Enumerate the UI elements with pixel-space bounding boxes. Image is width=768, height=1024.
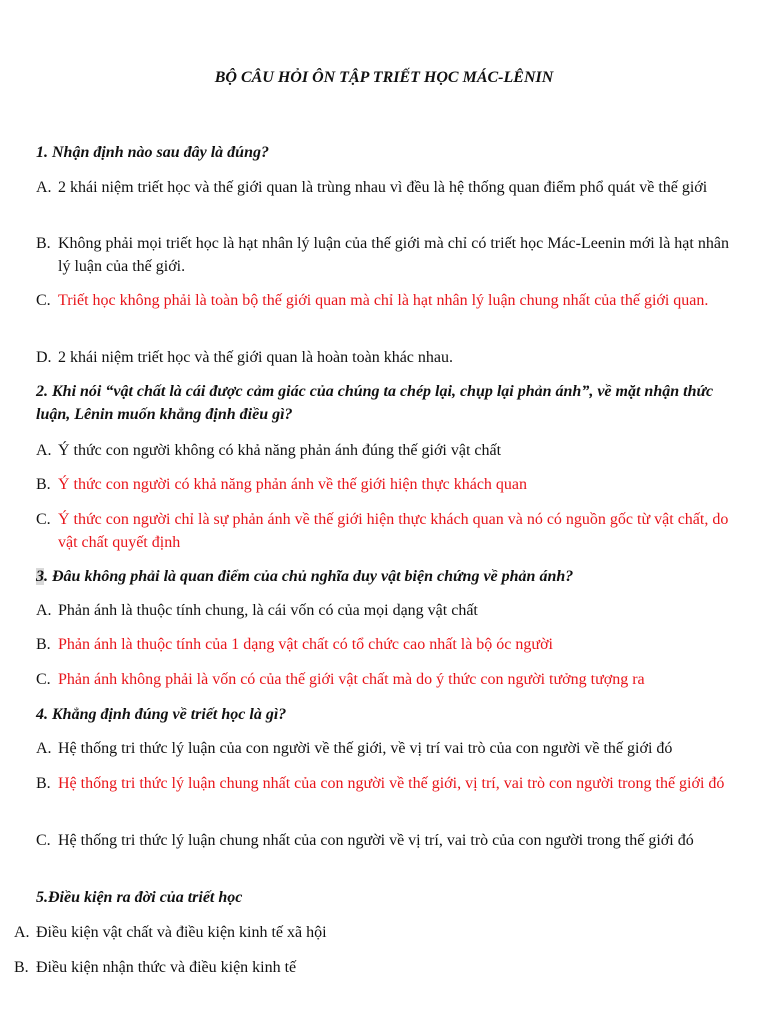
question-2-option-b-correct [36, 473, 736, 496]
option-letter: A. [36, 740, 52, 757]
question-3 [36, 565, 736, 588]
question-1-option-d [36, 346, 736, 369]
option-letter: B. [36, 775, 51, 792]
question-number-highlight: 3 [36, 568, 44, 585]
option-text: Ý thức con người không có khả năng phản ánh đúng thế giới vật chất [58, 442, 502, 459]
question-4: 4. Khẳng định đúng về triết học là gì? [36, 706, 287, 723]
option-text: Phản ánh không phải là vốn có của thế giới vật chất mà do ý thức con người tưởng tượng ra [58, 671, 645, 688]
option-text: 2 khái niệm triết học và thế giới quan là trùng nhau vì đều là hệ thống quan điểm phổ quát về thế giới [58, 179, 708, 196]
question-3-option-a [36, 599, 736, 622]
question-5-option-b [14, 956, 734, 979]
question-3-label: . Đâu không phải là quan điểm của chủ nghĩa duy vật biện chứng về phản ánh? [44, 568, 574, 585]
option-text: Hệ thống tri thức lý luận chung nhất của con người về vị trí, vai trò của con người trong thế giới đó [58, 832, 694, 849]
option-letter: A. [14, 924, 30, 941]
question-2-option-a [36, 439, 736, 462]
option-letter: A. [36, 179, 52, 196]
option-text: Ý thức con người chỉ là sự phản ánh về thế giới hiện thực khách quan và nó có nguồn gốc từ vật chất, do vật chất quyết định [58, 511, 729, 551]
option-letter: C. [36, 671, 51, 688]
question-1-option-b [36, 232, 736, 278]
option-text: Không phải mọi triết học là hạt nhân lý luận của thế giới mà chỉ có triết học Mác-Leenin mới là hạt nhân lý luận của thế giới. [58, 235, 729, 275]
option-letter: C. [36, 511, 51, 528]
option-letter: B. [14, 959, 29, 976]
question-1-option-a [36, 176, 736, 199]
option-text: Điều kiện nhận thức và điều kiện kinh tế [36, 959, 297, 976]
option-letter: D. [36, 349, 52, 366]
option-text: Phản ánh là thuộc tính chung, là cái vốn có của mọi dạng vật chất [58, 602, 478, 619]
question-4-option-c [36, 829, 716, 852]
option-letter: C. [36, 292, 51, 309]
question-5-option-a [14, 921, 734, 944]
option-text: Điều kiện vật chất và điều kiện kinh tế xã hội [36, 924, 327, 941]
question-5: 5.Điều kiện ra đời của triết học [36, 889, 243, 906]
option-letter: A. [36, 442, 52, 459]
question-2-option-c-correct [36, 508, 736, 554]
question-4-option-b-correct [36, 772, 736, 795]
option-text: 2 khái niệm triết học và thế giới quan là hoàn toàn khác nhau. [58, 349, 454, 366]
option-text: Phản ánh là thuộc tính của 1 dạng vật chất có tổ chức cao nhất là bộ óc người [58, 636, 553, 653]
question-1-option-c-correct [36, 289, 736, 312]
option-letter: B. [36, 235, 51, 252]
option-text: Hệ thống tri thức lý luận của con người về thế giới, về vị trí vai trò của con người về thế giới đó [58, 740, 673, 757]
page-title: BỘ CÂU HỎI ÔN TẬP TRIẾT HỌC MÁC-LÊNIN [214, 69, 554, 86]
question-3-option-c-correct [36, 668, 736, 691]
question-2: 2. Khi nói “vật chất là cái được cảm giác của chúng ta chép lại, chụp lại phản ánh”, về mặt nhận thức luận, Lênin muốn khẳng định điều gì? [36, 383, 714, 423]
option-text: Triết học không phải là toàn bộ thế giới quan mà chỉ là hạt nhân lý luận chung nhất của thế giới quan. [58, 292, 709, 309]
option-letter: C. [36, 832, 51, 849]
option-letter: B. [36, 476, 51, 493]
question-4-option-a [36, 737, 760, 760]
option-text: Hệ thống tri thức lý luận chung nhất của con người về thế giới, vị trí, vai trò con người trong thế giới đó [58, 775, 725, 792]
question-3-option-b-correct [36, 633, 736, 656]
option-letter: B. [36, 636, 51, 653]
option-text: Ý thức con người có khả năng phản ánh về thế giới hiện thực khách quan [58, 476, 528, 493]
question-1: 1. Nhận định nào sau đây là đúng? [36, 144, 269, 161]
option-letter: A. [36, 602, 52, 619]
